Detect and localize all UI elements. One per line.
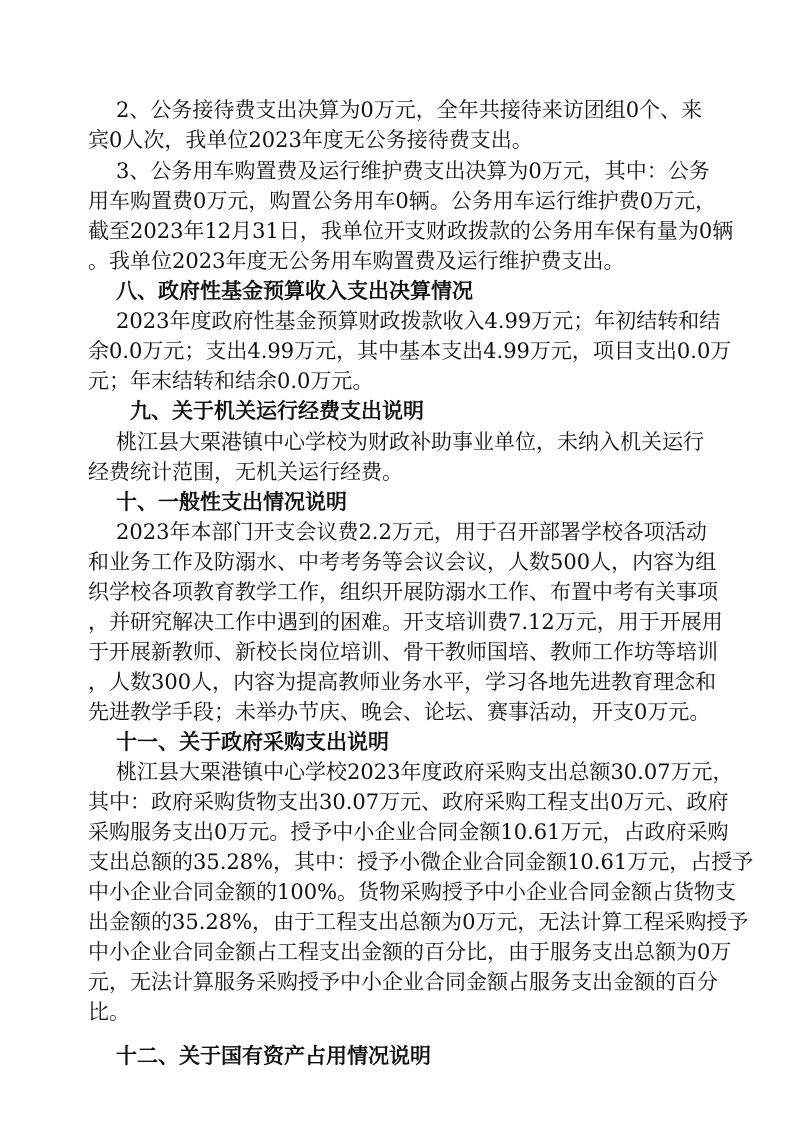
paragraph-line: 出金额的35.28%，由于工程支出总额为0万元，无法计算工程采购授予 <box>88 910 749 934</box>
paragraph-line: 桃江县大栗港镇中心学校为财政补助事业单位，未纳入机关运行 <box>116 430 704 454</box>
paragraph-line: ，人数300人，内容为提高教师业务水平，学习各地先进教育理念和 <box>88 670 717 694</box>
section-heading: 八、政府性基金预算收入支出决算情况 <box>116 279 473 303</box>
paragraph-line: 支出总额的35.28%，其中：授予小微企业合同金额10.61万元，占授予 <box>88 850 754 874</box>
paragraph-line: 元，无法计算服务采购授予中小企业合同金额占服务支出金额的百分 <box>88 970 718 994</box>
paragraph-line: 于开展新教师、新校长岗位培训、骨干教师国培、教师工作坊等培训 <box>88 640 718 664</box>
paragraph-line: 中小企业合同金额占工程支出金额的百分比，由于服务支出总额为0万 <box>88 940 732 964</box>
section-heading: 九、关于机关运行经费支出说明 <box>130 399 424 423</box>
paragraph-line: 2、公务接待费支出决算为0万元，全年共接待来访团组0个、来 <box>116 98 703 122</box>
section-heading: 十、一般性支出情况说明 <box>116 490 347 514</box>
paragraph-line: ，并研究解决工作中遇到的困难。开支培训费7.12万元，用于开展用 <box>88 610 723 634</box>
paragraph-line: 宾0人次，我单位2023年度无公务接待费支出。 <box>88 128 533 152</box>
paragraph-line: 先进教学手段；未举办节庆、晚会、论坛、赛事活动，开支0万元。 <box>88 700 711 724</box>
paragraph-line: 余0.0万元；支出4.99万元，其中基本支出4.99万元，项目支出0.0万 <box>88 339 732 363</box>
paragraph-line: 和业务工作及防溺水、中考考务等会议会议，人数500人，内容为组 <box>88 550 717 574</box>
paragraph-line: 2023年度政府性基金预算财政拨款收入4.99万元；年初结转和结 <box>116 309 721 333</box>
section-heading: 十一、关于政府采购支出说明 <box>116 730 389 754</box>
paragraph-line: 经费统计范围，无机关运行经费。 <box>88 460 403 484</box>
paragraph-line: 比。 <box>88 1000 130 1024</box>
section-heading: 十二、关于国有资产占用情况说明 <box>116 1044 431 1068</box>
paragraph-line: 采购服务支出0万元。授予中小企业合同金额10.61万元，占政府采购 <box>88 820 729 844</box>
paragraph-line: 截至2023年12月31日，我单位开支财政拨款的公务用车保有量为0辆 <box>88 219 734 243</box>
paragraph-line: 。我单位2023年度无公务用车购置费及运行维护费支出。 <box>88 249 625 273</box>
paragraph-line: 织学校各项教育教学工作，组织开展防溺水工作、布置中考有关事项 <box>88 580 718 604</box>
paragraph-line: 元；年末结转和结余0.0万元。 <box>88 369 374 393</box>
paragraph-line: 3、公务用车购置费及运行维护费支出决算为0万元，其中：公务 <box>116 159 710 183</box>
paragraph-line: 中小企业合同金额的100%。货物采购授予中小企业合同金额占货物支 <box>88 880 737 904</box>
paragraph-line: 2023年本部门开支会议费2.2万元，用于召开部署学校各项活动 <box>116 520 707 544</box>
paragraph-line: 桃江县大栗港镇中心学校2023年度政府采购支出总额30.07万元， <box>116 760 734 784</box>
paragraph-line: 其中：政府采购货物支出30.07万元、政府采购工程支出0万元、政府 <box>88 790 729 814</box>
paragraph-line: 用车购置费0万元，购置公务用车0辆。公务用车运行维护费0万元， <box>88 189 717 213</box>
